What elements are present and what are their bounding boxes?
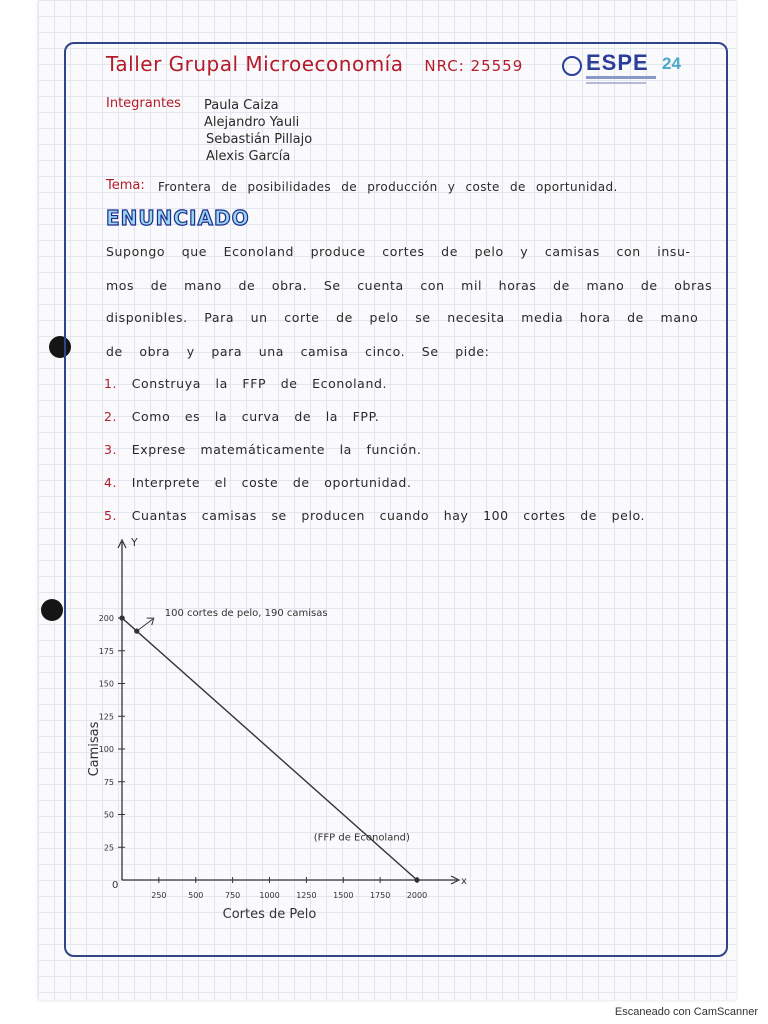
x-tick-label: 2000 bbox=[406, 891, 428, 900]
question-item bbox=[104, 409, 379, 424]
x-axis-letter: x bbox=[461, 876, 467, 887]
logo-number: 24 bbox=[662, 54, 681, 73]
member-name: Alexis García bbox=[206, 149, 291, 164]
y-tick-label: 25 bbox=[103, 843, 114, 853]
y-axis-letter: Y bbox=[131, 536, 138, 549]
ppf-endpoint bbox=[119, 615, 124, 620]
y-axis-label: Camisas bbox=[87, 721, 102, 777]
seal-icon bbox=[562, 56, 582, 76]
question-item bbox=[104, 376, 387, 391]
ppf-chart bbox=[70, 530, 490, 930]
member-name: Sebastián Pillajo bbox=[206, 132, 313, 147]
x-tick-label: 750 bbox=[224, 891, 241, 900]
question-number: 2. bbox=[104, 409, 118, 424]
topic-label: Tema: bbox=[106, 178, 145, 193]
nrc-code: NRC: 25559 bbox=[424, 57, 524, 75]
x-tick-label: 250 bbox=[151, 891, 167, 900]
espe-logo bbox=[562, 50, 698, 90]
question-item bbox=[104, 442, 421, 457]
question-text: Exprese matemáticamente la función. bbox=[131, 442, 422, 457]
statement-line: disponibles. Para un corte de pelo se necesita media hora de mano bbox=[106, 310, 699, 325]
question-number: 4. bbox=[104, 475, 118, 490]
question-number: 1. bbox=[104, 376, 118, 391]
statement-heading: ENUNCIADO bbox=[106, 206, 250, 230]
y-tick-label: 150 bbox=[98, 679, 114, 689]
logo-text: ESPE bbox=[586, 50, 649, 75]
statement-line: mos de mano de obra. Se cuenta con mil horas de mano de obras bbox=[106, 278, 713, 293]
statement-line: Supongo que Econoland produce cortes de pelo y camisas con insu- bbox=[106, 244, 691, 259]
question-text: Cuantas camisas se producen cuando hay 100 cortes de pelo. bbox=[131, 508, 646, 523]
topic-text: Frontera de posibilidades de producción y coste de oportunidad. bbox=[158, 180, 618, 194]
page-title bbox=[106, 52, 523, 76]
x-tick-label: 500 bbox=[188, 891, 204, 900]
logo-underline bbox=[586, 82, 646, 84]
y-tick-label: 200 bbox=[98, 614, 114, 623]
question-text: Construya la FFP de Econoland. bbox=[131, 376, 388, 391]
y-tick-label: 175 bbox=[98, 646, 114, 656]
statement-line: de obra y para una camisa cinco. Se pide: bbox=[106, 344, 490, 359]
logo-underline bbox=[586, 76, 656, 79]
question-item bbox=[104, 475, 412, 490]
members-label: Integrantes bbox=[106, 96, 181, 111]
x-tick-label: 1250 bbox=[296, 891, 317, 900]
y-tick-label: 50 bbox=[103, 810, 114, 820]
title-text: Taller Grupal Microeconomía bbox=[106, 52, 404, 76]
scanner-footer: Escaneado con CamScanner bbox=[614, 1006, 758, 1018]
x-tick-label: 1750 bbox=[369, 891, 391, 900]
question-text: Como es la curva de la FPP. bbox=[131, 409, 380, 424]
question-item bbox=[104, 508, 645, 523]
binder-hole bbox=[41, 599, 63, 621]
chart-annotation: 100 cortes de pelo, 190 camisas bbox=[164, 608, 328, 619]
y-tick-label: 100 bbox=[98, 745, 114, 754]
x-tick-label: 1000 bbox=[259, 891, 280, 900]
y-tick-label: 75 bbox=[103, 777, 114, 787]
x-tick-label: 1500 bbox=[333, 891, 354, 900]
member-name: Alejandro Yauli bbox=[204, 115, 300, 130]
annotation-arrow bbox=[137, 619, 153, 631]
y-tick-label: 125 bbox=[98, 712, 114, 722]
x-axis-label: Cortes de Pelo bbox=[222, 907, 317, 922]
member-name: Paula Caiza bbox=[204, 98, 279, 113]
origin-label: 0 bbox=[112, 880, 119, 891]
ppf-endpoint bbox=[414, 877, 419, 882]
series-label: (FFP de Econoland) bbox=[313, 832, 410, 844]
question-number: 3. bbox=[104, 442, 118, 457]
question-number: 5. bbox=[104, 508, 118, 523]
question-text: Interprete el coste de oportunidad. bbox=[131, 475, 412, 490]
